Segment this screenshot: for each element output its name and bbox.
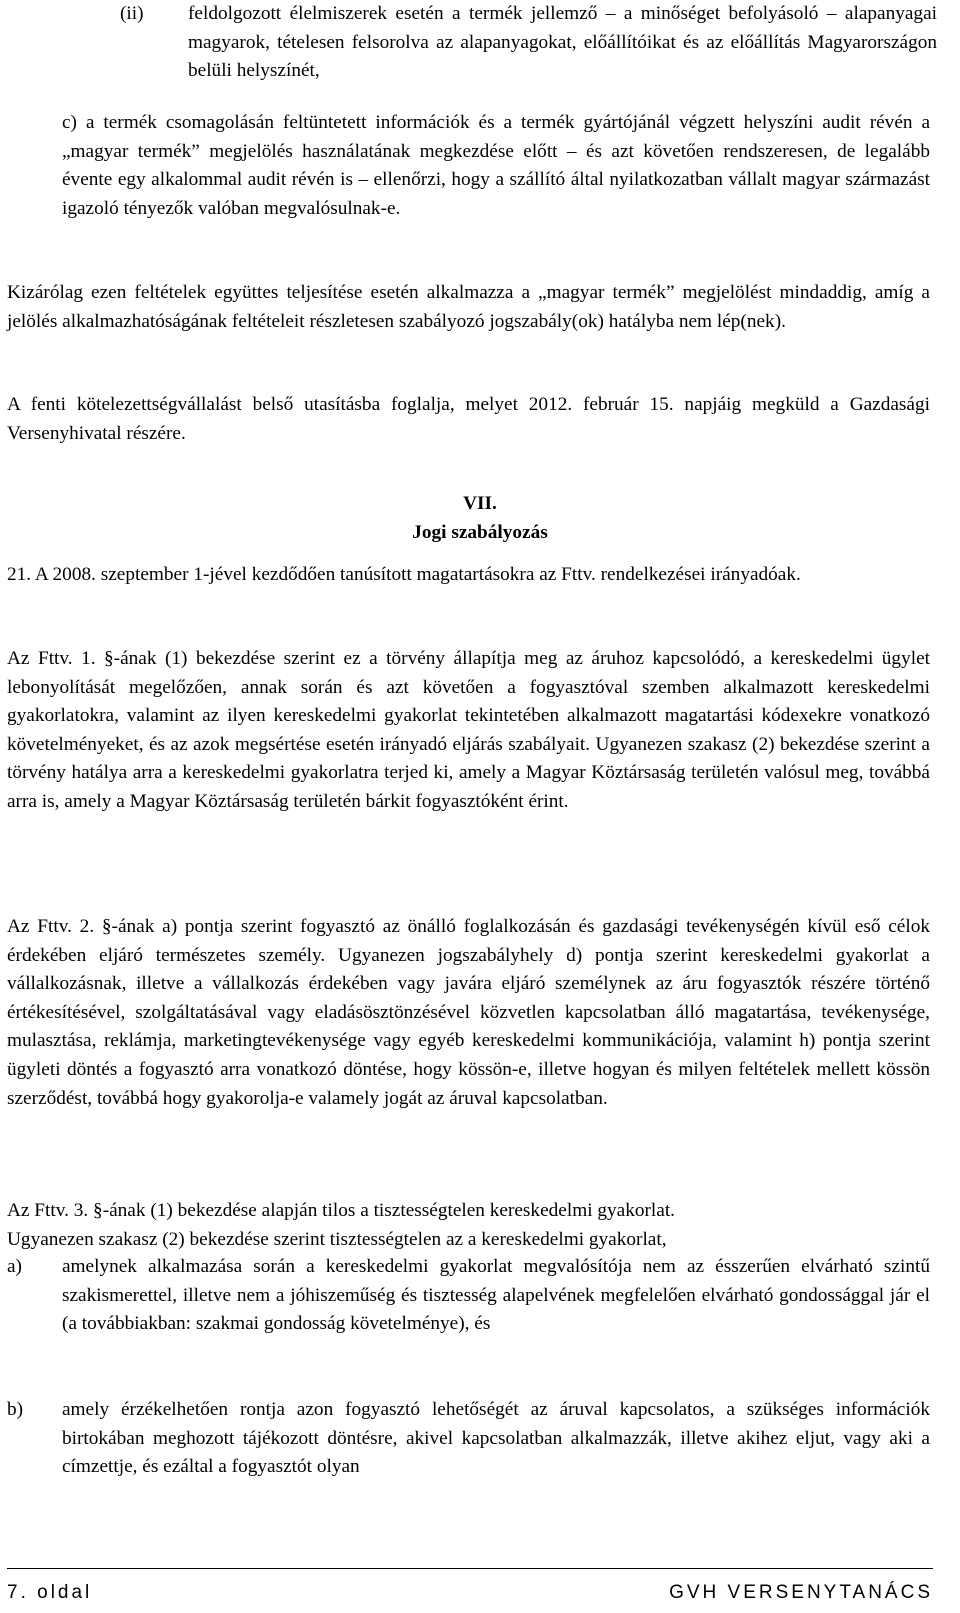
paragraph-exclusive: Kizárólag ezen feltételek együttes teljesítése esetén alkalmazza a „magyar termék” megjelölést mindaddig, amíg a jelölés alkalmazhatóságának feltételeit részletesen szabályozó jogszabály(ok) hatályba nem lép(nek).: [7, 282, 930, 332]
section-title: Jogi szabályozás: [412, 521, 548, 543]
item-text: feldolgozott élelmiszerek esetén a termék jellemző – a minőséget befolyásoló – alapanyagai magyarok, tételesen felsorolva az alapanyagokat, előállítóikat és az előállítás Magyarországon belüli helyszínét,: [188, 3, 937, 82]
section-heading: [0, 490, 960, 547]
list-label: a): [7, 1256, 22, 1277]
paragraph-21: 21. A 2008. szeptember 1-jével kezdődően tanúsított magatartásokra az Fttv. rendelkezései irányadóak.: [7, 564, 801, 585]
paragraph-fttv-1: Az Fttv. 1. §-ának (1) bekezdése szerint ez a törvény állapítja meg az áruhoz kapcsolódó, a kereskedelmi ügylet lebonyolítását megelőzően, annak során és azt követően a fogyasztóval szemben alkalmazott kereskedelmi gyakorlatokra, valamint az ilyen kereskedelmi gyakorlat tekintetében alkalmazott magatartási kódexekre vonatkozó követelményeket, és az azok megsértése esetén irányadó eljárás szabályait. Ugyanezen szakasz (2) bekezdése szerint a törvény hatálya arra a kereskedelmi gyakorlatra terjed ki, amely a Magyar Köztársaság területén valósul meg, továbbá arra is, amely a Magyar Köztársaság területén bárkit fogyasztóként érint.: [7, 648, 930, 812]
paragraph-fttv-3: [7, 1197, 930, 1254]
paragraph-fttv-3-line-1: Az Fttv. 3. §-ának (1) bekezdése alapján tilos a tisztességtelen kereskedelmi gyakorlat.: [7, 1200, 675, 1221]
paragraph-fttv-2: Az Fttv. 2. §-ának a) pontja szerint fogyasztó az önálló foglalkozásán és gazdasági tevékenységén kívül eső célok érdekében eljáró természetes személy. Ugyanezen jogszabályhely d) pontja szerint kereskedelmi gyakorlat a vállalkozásnak, illetve a vállalkozás érdekében vagy javára eljáró személynek az áru fogyasztók részére történő értékesítésével, szolgáltatásával vagy eladásösztönzésével közvetlen kapcsolatban álló magatartása, tevékenysége, mulasztása, reklámja, marketingtevékenysége vagy egyéb kereskedelmi kommunikációja, valamint h) pontja szerint ügyleti döntés a fogyasztó arra vonatkozó döntése, hogy kössön-e, illetve hogyan és milyen feltételek mellett kössön szerződést, továbbá hogy gyakorolja-e valamely jogát az áruval kapcsolatban.: [7, 916, 930, 1109]
list-text: amely érzékelhetően rontja azon fogyasztó lehetőségét az áruval kapcsolatos, a szükséges információk birtokában meghozott tájékozott döntésre, akivel kapcsolatban alkalmazzák, illetve akihez eljut, vagy aki a címzettje, és ezáltal a fogyasztót olyan: [62, 1399, 930, 1478]
page-number: 7. oldal: [7, 1582, 93, 1603]
footer-organization: GVH VERSENYTANÁCS: [669, 1582, 933, 1603]
list-text: amelynek alkalmazása során a kereskedelmi gyakorlat megvalósítója nem az ésszerűen elvárható szintű szakismerettel, illetve nem a jóhiszeműség és tisztesség alapelvének megfelelően elvárható gondossággal jár el (a továbbiakban: szakmai gondosság követelménye), és: [62, 1256, 930, 1335]
paragraph-commitment: A fenti kötelezettségvállalást belső utasításba foglalja, melyet 2012. február 15. napjáig megküld a Gazdasági Versenyhivatal részére.: [7, 394, 930, 444]
item-marker: (ii): [120, 3, 144, 24]
paragraph-fttv-3-line-2: Ugyanezen szakasz (2) bekezdése szerint tisztességtelen az a kereskedelmi gyakorlat,: [7, 1228, 667, 1250]
page-footer: [7, 1568, 933, 1608]
list-item-c: c) a termék csomagolásán feltüntetett információk és a termék gyártójánál végzett helyszíni audit révén a „magyar termék” megjelölés használatának megkezdése előtt – és azt követően rendszeresen, de legalább évente egy alkalommal audit révén is – ellenőrzi, hogy a szállító által nyilatkozatban vállalt magyar származást igazoló tényezők valóban megvalósulnak-e.: [62, 112, 930, 219]
section-number: VII.: [463, 493, 497, 514]
list-label: b): [7, 1399, 24, 1420]
